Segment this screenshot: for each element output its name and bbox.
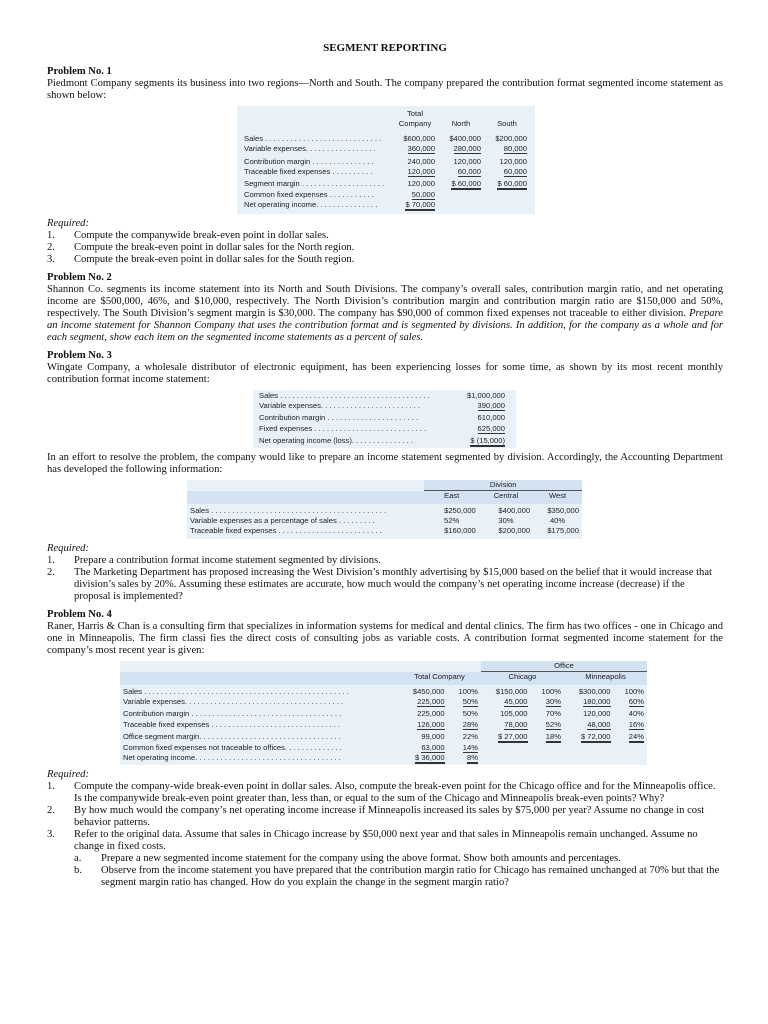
item-text: Compute the break-even point in dollar sales for the South region. bbox=[74, 253, 355, 265]
cell-west: $350,000 bbox=[547, 505, 579, 515]
cell-minneapolis-pct: 40% bbox=[628, 709, 644, 719]
cell-total-pct: 14% bbox=[462, 742, 478, 752]
problem-4-table bbox=[120, 661, 647, 766]
col-office: Office bbox=[481, 661, 647, 672]
cell-north: 280,000 bbox=[453, 144, 481, 154]
problem-3-income-table bbox=[253, 390, 516, 448]
cell-total: 225,000 bbox=[417, 709, 445, 719]
cell-total: 240,000 bbox=[407, 156, 435, 166]
cell-minneapolis-pct: 16% bbox=[628, 719, 644, 729]
problem-2-heading: Problem No. 2 bbox=[47, 271, 112, 283]
cell-west: 40% bbox=[549, 515, 566, 525]
item-text: By how much would the company’s net operating income increase if Minneapolis increased its sales by $75,000 per year? Assume no change in cost behavior patterns. bbox=[74, 805, 705, 829]
table-row bbox=[187, 506, 582, 516]
problem-4-text: Raner, Harris & Chan is a consulting firm that specializes in information systems for medical and dental clinics. The firm has two offices - one in Chicago and one in Minneapolis. The firm classi fies the direct costs of consulting jobs as variable costs. A contribution format segmented income statement for the company’s most recent year is given: bbox=[47, 620, 723, 656]
list-item bbox=[47, 555, 723, 567]
cell-north: 120,000 bbox=[453, 156, 481, 166]
row-label: Sales bbox=[244, 133, 263, 143]
table-row bbox=[241, 200, 530, 210]
item-number: 3. bbox=[47, 253, 55, 265]
row-label: Office segment margin bbox=[123, 732, 200, 742]
problem-1-table bbox=[237, 106, 535, 214]
row-label: Net operating income bbox=[123, 752, 196, 762]
row-label: Net operating income (loss) bbox=[259, 436, 352, 446]
dot-leader: . . . . . . . . . . bbox=[330, 167, 373, 177]
cell-chicago-pct: 52% bbox=[545, 719, 561, 729]
cell-total-pct: 100% bbox=[458, 686, 478, 696]
problem-1 bbox=[47, 66, 723, 266]
cell-value: 610,000 bbox=[477, 413, 505, 423]
row-label: Segment margin bbox=[244, 179, 300, 189]
dot-leader: . . . . . . . . . . . . . . . . . . . . . . . . . . . . . . . . . . bbox=[199, 732, 341, 742]
problem-4 bbox=[47, 609, 723, 890]
cell-total: 120,000 bbox=[407, 179, 435, 189]
page-title: SEGMENT REPORTING bbox=[323, 42, 447, 54]
cell-total: 225,000 bbox=[417, 696, 445, 706]
row-label: Traceable fixed expenses bbox=[244, 167, 331, 177]
cell-south: 80,000 bbox=[503, 144, 527, 154]
table-row bbox=[187, 526, 582, 536]
dot-leader: . . . . . . . . . . . . . . . . . bbox=[305, 144, 376, 154]
col-east: East bbox=[424, 491, 478, 502]
table-row bbox=[241, 134, 530, 144]
row-label: Contribution margin bbox=[259, 413, 326, 423]
row-label: Sales bbox=[190, 505, 209, 515]
col-north: North bbox=[451, 119, 471, 129]
problem-1-list bbox=[47, 230, 723, 266]
problem-4-heading: Problem No. 4 bbox=[47, 608, 112, 620]
cell-minneapolis-pct: 60% bbox=[628, 696, 644, 706]
list-item bbox=[47, 567, 723, 603]
list-item bbox=[47, 254, 723, 266]
problem-4-list bbox=[47, 781, 723, 889]
cell-central: $400,000 bbox=[498, 505, 531, 515]
cell-west: $175,000 bbox=[547, 526, 579, 536]
item-text: The Marketing Department has proposed increasing the West Division’s monthly advertising by $15,000 based on the belief that it would increase that division’s sales by 20%. Assuming these estimates are accurate, how much would the company’s net operating income increase (decrease) if the proposal is implemented? bbox=[74, 566, 712, 602]
cell-total: 126,000 bbox=[417, 719, 445, 729]
table-row bbox=[120, 753, 647, 763]
list-item bbox=[47, 230, 723, 242]
row-label: Contribution margin bbox=[244, 156, 311, 166]
problem-2-instruction: Prepare an income statement for Shannon Company that uses the contribution format and is segmented by divisions. In addition, for the company as a whole and for each segment, show each item on the segmented income statements as a percent of sales. bbox=[47, 307, 723, 343]
row-label: Sales bbox=[259, 390, 278, 400]
cell-minneapolis-pct: 24% bbox=[628, 732, 644, 742]
row-label: Common fixed expenses bbox=[244, 189, 328, 199]
document-page bbox=[47, 40, 723, 889]
dot-leader: . . . . . . . . . bbox=[336, 515, 375, 525]
cell-total: $450,000 bbox=[412, 686, 445, 696]
table-row bbox=[120, 732, 647, 742]
dot-leader: . . . . . . . . . . . . . . . . . . . . bbox=[299, 179, 385, 189]
cell-north: $400,000 bbox=[449, 133, 481, 143]
cell-north: $ 60,000 bbox=[451, 179, 481, 189]
dot-leader: . . . . . . . . . . . . . . . . . . . . . . . . . . . . . . . bbox=[209, 719, 341, 729]
cell-value: 390,000 bbox=[477, 401, 505, 411]
item-number: 2. bbox=[47, 566, 55, 578]
dot-leader: . . . . . . . . . . . . . . . . . . . . . . . . . . . . . . . . . . . . bbox=[189, 709, 342, 719]
cell-total: 99,000 bbox=[421, 732, 445, 742]
problem-3-heading: Problem No. 3 bbox=[47, 349, 112, 361]
list-item bbox=[47, 805, 723, 829]
cell-total: 120,000 bbox=[407, 167, 435, 177]
table-row bbox=[241, 190, 530, 200]
row-label: Variable expenses as a percentage of sales bbox=[190, 515, 337, 525]
item-number: 1. bbox=[47, 554, 55, 566]
table-row bbox=[256, 436, 508, 446]
dot-leader: . . . . . . . . . . . . . . . . . . . . . . . . bbox=[320, 401, 421, 411]
dot-leader: . . . . . . . . . . . . . . . . . . . . . . . . . . . bbox=[312, 423, 427, 433]
row-label: Traceable fixed expenses bbox=[190, 526, 277, 536]
problem-3-required: Required: bbox=[47, 542, 89, 554]
cell-total-pct: 50% bbox=[462, 709, 478, 719]
dot-leader: . . . . . . . . . . . . . . . . . . . . . . . . . . . . . . . . . . . . bbox=[278, 390, 430, 400]
dot-leader: . . . . . . . . . . . . . . . . . . . . . . . . . . . . . . . . . . . bbox=[195, 752, 341, 762]
problem-1-heading: Problem No. 1 bbox=[47, 66, 112, 77]
problem-1-text: Piedmont Company segments its business into two regions—North and South. The company prepared the contribution format segmented income statement as shown below: bbox=[47, 78, 723, 101]
cell-south: $ 60,000 bbox=[497, 179, 527, 189]
dot-leader: . . . . . . . . . . . . . . . bbox=[351, 436, 414, 446]
dot-leader: . . . . . . . . . . . . . . . . . . . . . . . . . . . . . . . . . . . . . . . . . . . . . . . . . bbox=[142, 686, 349, 696]
cell-total-pct: 22% bbox=[462, 732, 478, 742]
col-chicago: Chicago bbox=[481, 672, 564, 683]
col-division: Division bbox=[424, 480, 582, 491]
subitem-text: Observe from the income statement you have prepared that the contribution margin ratio for Chicago has remained unchanged at 70% but that the segment margin ratio has changed. How do you explain the change in the segment margin ratio? bbox=[101, 865, 720, 889]
item-text: Prepare a contribution format income statement segmented by divisions. bbox=[74, 554, 381, 566]
table-row bbox=[256, 424, 508, 434]
col-minneapolis: Minneapolis bbox=[564, 672, 647, 683]
cell-chicago-pct: 70% bbox=[545, 709, 561, 719]
table-row bbox=[120, 687, 647, 697]
cell-minneapolis: $300,000 bbox=[578, 686, 611, 696]
problem-2 bbox=[47, 272, 723, 344]
row-label: Common fixed expenses not traceable to offices bbox=[123, 742, 285, 752]
cell-total: 360,000 bbox=[407, 144, 435, 154]
item-number: 2. bbox=[47, 805, 55, 817]
item-text: Refer to the original data. Assume that sales in Chicago increase by $50,000 next year and that sales in Minneapolis remain unchanged. Assume no change in fixed costs. bbox=[74, 829, 698, 853]
subitem-letter: a. bbox=[74, 853, 82, 865]
cell-south: $200,000 bbox=[495, 133, 527, 143]
row-label: Net operating income bbox=[244, 200, 317, 210]
cell-north: 60,000 bbox=[457, 167, 481, 177]
list-item bbox=[47, 781, 723, 805]
cell-total: $600,000 bbox=[403, 133, 435, 143]
row-label: Variable expenses bbox=[123, 696, 185, 706]
cell-chicago-pct: 18% bbox=[545, 732, 561, 742]
list-subitem bbox=[74, 853, 723, 865]
cell-total-pct: 50% bbox=[462, 696, 478, 706]
table-row bbox=[187, 516, 582, 526]
col-total-2: Company bbox=[398, 119, 432, 129]
col-total-company: Total Company bbox=[398, 672, 481, 683]
row-label: Variable expenses bbox=[244, 144, 306, 154]
problem-1-required: Required: bbox=[47, 217, 89, 229]
problem-3-division-table bbox=[187, 480, 582, 539]
problem-3 bbox=[47, 350, 723, 603]
row-label: Contribution margin bbox=[123, 709, 190, 719]
problem-2-body: Shannon Co. segments its income statement into its North and South Divisions. The company’s overall sales, contribution margin ratio, and net operating income are $500,000, 46%, and $10,000, respectively. The North Division’s contribution margin and contribution margin ratio are $150,000 and 50%, respectively. The South Division’s segment margin is $30,000. The company has $90,000 of common fixed expenses not traceable to either division. bbox=[47, 283, 723, 319]
dot-leader: . . . . . . . . . . . . . . . bbox=[310, 156, 374, 166]
cell-minneapolis: 180,000 bbox=[583, 696, 611, 706]
table-row bbox=[241, 157, 530, 167]
cell-minneapolis: $ 72,000 bbox=[580, 732, 611, 742]
item-number: 2. bbox=[47, 241, 55, 253]
cell-value: 625,000 bbox=[477, 423, 505, 433]
col-south: South bbox=[497, 119, 517, 129]
row-label: Fixed expenses bbox=[259, 423, 313, 433]
list-item bbox=[47, 829, 723, 889]
cell-total: $ 36,000 bbox=[414, 752, 445, 762]
col-west: West bbox=[533, 491, 582, 502]
cell-total: $ 70,000 bbox=[405, 200, 435, 210]
problem-4-sublist bbox=[74, 853, 723, 889]
table-row bbox=[120, 697, 647, 707]
cell-value: $1,000,000 bbox=[466, 390, 505, 400]
item-text: Compute the break-even point in dollar sales for the North region. bbox=[74, 241, 355, 253]
col-total-1: Total bbox=[406, 109, 424, 118]
cell-chicago-pct: 100% bbox=[541, 686, 561, 696]
dot-leader: . . . . . . . . . . . . . . . . . . . . . . . . . . . . . . . . . . . . . . . . . . bbox=[209, 505, 387, 515]
cell-east: 52% bbox=[444, 515, 460, 525]
cell-total: 50,000 bbox=[411, 189, 435, 199]
problem-3-text: Wingate Company, a wholesale distributor of electronic equipment, has been experiencing losses for some time, as shown by its most recent monthly contribution format income statement: bbox=[47, 361, 723, 385]
row-label: Variable expenses bbox=[259, 401, 321, 411]
list-item bbox=[47, 242, 723, 254]
dot-leader: . . . . . . . . . . . . . . . . . . . . . . . . . bbox=[276, 526, 382, 536]
item-number: 1. bbox=[47, 781, 55, 793]
table-row bbox=[120, 709, 647, 719]
subitem-text: Prepare a new segmented income statement for the company using the above format. Show both amounts and percentages. bbox=[101, 853, 621, 865]
dot-leader: . . . . . . . . . . . . . . . bbox=[316, 200, 378, 210]
cell-chicago-pct: 30% bbox=[545, 696, 561, 706]
problem-3-text-2: In an effort to resolve the problem, the company would like to prepare an income statement segmented by division. Accordingly, the Accounting Department has developed the following information: bbox=[47, 451, 723, 475]
dot-leader: . . . . . . . . . . . . . . . . . . . . . . bbox=[325, 413, 419, 423]
list-subitem bbox=[74, 865, 723, 889]
table-row bbox=[256, 401, 508, 411]
cell-minneapolis: 48,000 bbox=[587, 719, 611, 729]
table-row bbox=[120, 720, 647, 730]
dot-leader: . . . . . . . . . . . . . . . . . . . . . . . . . . . . . . . . . . . . . . bbox=[184, 696, 344, 706]
cell-total-pct: 28% bbox=[462, 719, 478, 729]
cell-chicago: $ 27,000 bbox=[497, 732, 528, 742]
problem-4-required: Required: bbox=[47, 769, 89, 781]
cell-south: 60,000 bbox=[503, 167, 527, 177]
cell-chicago: $150,000 bbox=[495, 686, 528, 696]
row-label: Traceable fixed expenses bbox=[123, 719, 210, 729]
cell-central: $200,000 bbox=[498, 526, 531, 536]
dot-leader: . . . . . . . . . . . . . . . . . . . . . . . . . . . . bbox=[263, 133, 382, 143]
cell-total: 63,000 bbox=[421, 742, 445, 752]
table-row bbox=[256, 391, 508, 401]
dot-leader: . . . . . . . . . . . bbox=[327, 189, 374, 199]
col-central: Central bbox=[479, 491, 533, 502]
cell-chicago: 105,000 bbox=[500, 709, 528, 719]
item-text: Compute the company-wide break-even point in dollar sales. Also, compute the break-even point for the Chicago office and for the Minneapolis office. Is the companywide break-even point greater than, less than, or equal to the sum of the Chicago and Minneapolis break-even points? Why? bbox=[74, 781, 716, 805]
dot-leader: . . . . . . . . . . . . . . bbox=[284, 742, 342, 752]
table-row bbox=[120, 743, 647, 753]
cell-chicago: 78,000 bbox=[504, 719, 528, 729]
cell-total-pct: 8% bbox=[467, 752, 478, 762]
cell-east: $160,000 bbox=[444, 526, 476, 536]
row-label: Sales bbox=[123, 686, 142, 696]
item-text: Compute the companywide break-even point in dollar sales. bbox=[74, 229, 329, 241]
cell-south: 120,000 bbox=[499, 156, 527, 166]
item-number: 3. bbox=[47, 829, 55, 841]
cell-minneapolis-pct: 100% bbox=[624, 686, 644, 696]
problem-2-text bbox=[47, 284, 723, 344]
cell-east: $250,000 bbox=[444, 505, 476, 515]
item-number: 1. bbox=[47, 229, 55, 241]
cell-central: 30% bbox=[498, 515, 514, 525]
cell-value: $ (15,000) bbox=[470, 436, 505, 446]
table-row bbox=[256, 413, 508, 423]
table-row bbox=[241, 167, 530, 177]
table-row bbox=[241, 179, 530, 189]
cell-chicago: 45,000 bbox=[504, 696, 528, 706]
subitem-letter: b. bbox=[74, 865, 82, 877]
table-row bbox=[241, 144, 530, 154]
cell-minneapolis: 120,000 bbox=[583, 709, 611, 719]
problem-3-list bbox=[47, 555, 723, 603]
